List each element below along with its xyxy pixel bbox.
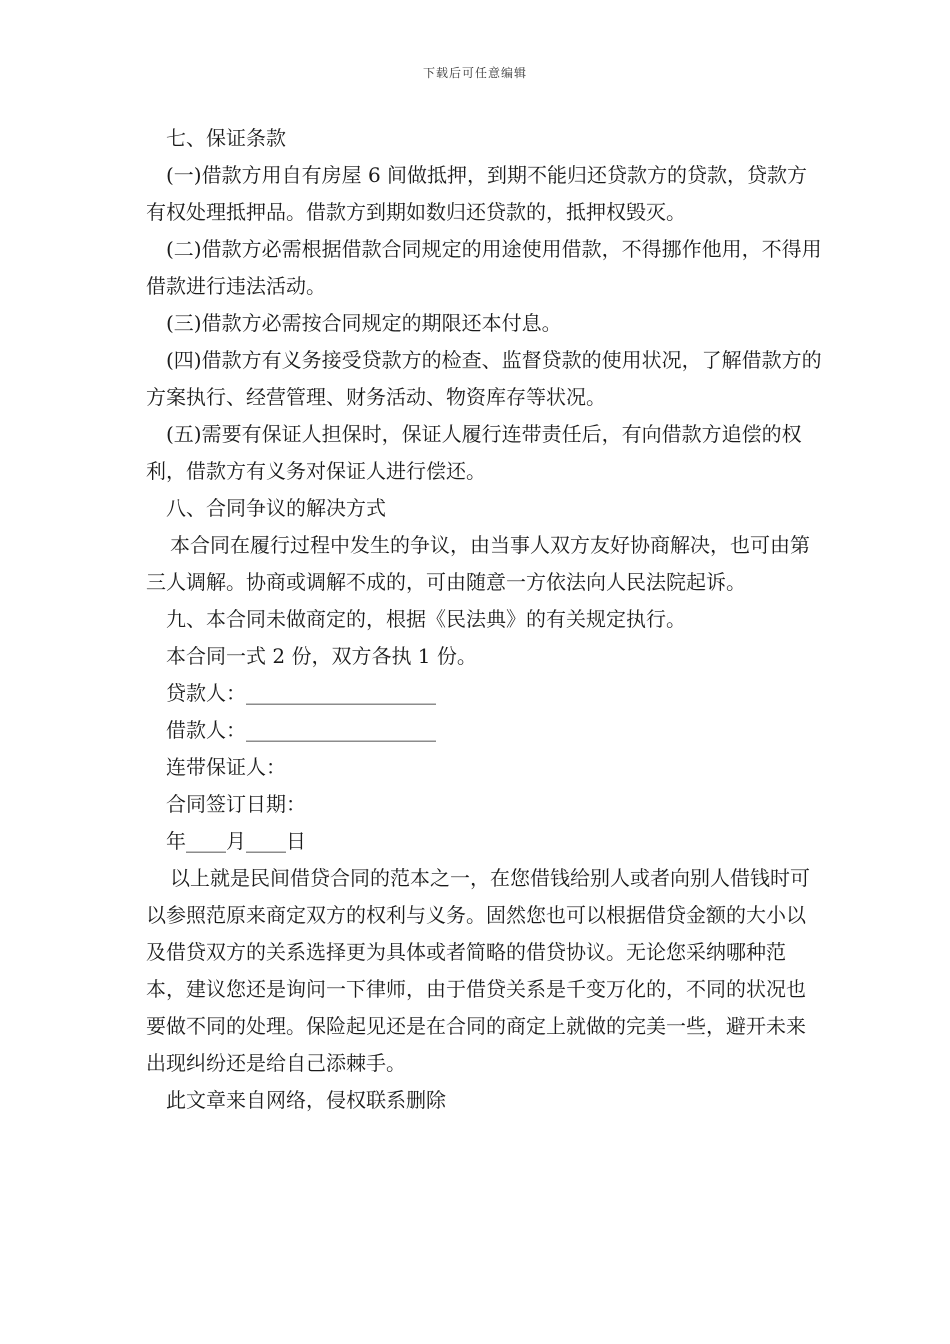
section-7-item-1: (一)借款方用自有房屋 6 间做抵押，到期不能归还贷款方的贷款，贷款方有权处理抵押品。借款方到期如数归还贷款的，抵押权毁灭。 (146, 163, 808, 224)
copies-text: 本合同一式 2 份，双方各执 1 份。 (166, 644, 477, 668)
section-7-item-3: (三)借款方必需按合同规定的期限还本付息。 (166, 311, 562, 335)
page-header: 下载后可任意编辑 (422, 66, 527, 80)
closing-paragraph: 以上就是民间借贷合同的范本之一，在您借钱给别人或者向别人借钱时可以参照范原来商定双方的权利与义务。固然您也可以根据借贷金额的大小以及借贷双方的关系选择更为具体或者简略的借贷协议。无论您采纳哪种范本，建议您还是询问一下律师，由于借贷关系是千变万化的，不同的状况也要做不同的处理。保险起见还是在合同的商定上就做的完美一些，避开未来出现纠纷还是给自己添棘手。 (146, 866, 810, 1075)
lender-signature-line: 贷款人：___________________ (166, 681, 436, 705)
section-7-item-5: (五)需要有保证人担保时，保证人履行连带责任后，有向借款方追偿的权利，借款方有义务对保证人进行偿还。 (146, 422, 802, 483)
section-7-title: 七、保证条款 (166, 126, 286, 150)
section-9-title: 九、本合同未做商定的，根据《民法典》的有关规定执行。 (166, 607, 686, 631)
borrower-signature-line: 借款人：___________________ (166, 718, 436, 742)
sign-date-label: 合同签订日期： (166, 792, 306, 816)
section-8-title: 八、合同争议的解决方式 (166, 496, 386, 520)
date-line: 年____月____日 (166, 829, 306, 853)
source-note: 此文章来自网络，侵权联系删除 (166, 1088, 446, 1112)
section-7-item-4: (四)借款方有义务接受贷款方的检查、监督贷款的使用状况，了解借款方的方案执行、经营管理、财务活动、物资库存等状况。 (146, 348, 822, 409)
document-body (146, 120, 822, 1119)
guarantor-line: 连带保证人： (166, 755, 286, 779)
section-7-item-2: (二)借款方必需根据借款合同规定的用途使用借款，不得挪作他用，不得用借款进行违法活动。 (146, 237, 822, 298)
section-8-text: 本合同在履行过程中发生的争议，由当事人双方友好协商解决，也可由第三人调解。协商或调解不成的，可由随意一方依法向人民法院起诉。 (146, 533, 810, 594)
